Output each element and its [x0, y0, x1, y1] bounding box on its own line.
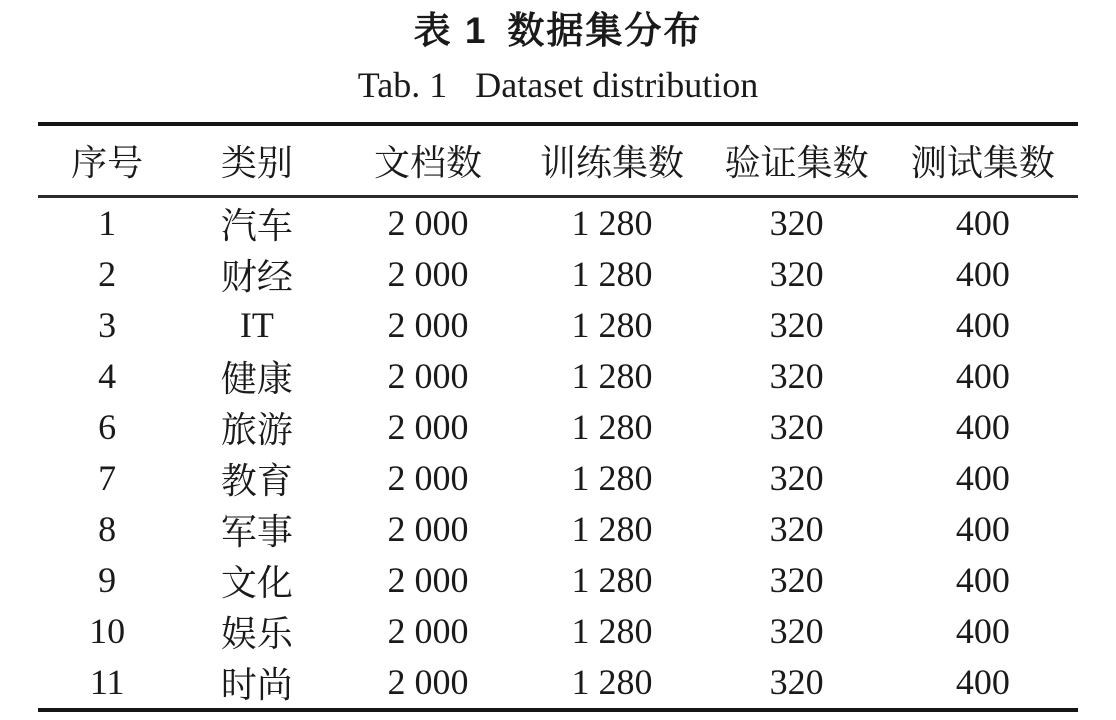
table-caption-cn-title: 数据集分布 [507, 10, 703, 51]
table-cell: 9 [98, 560, 117, 600]
table-caption-cn-label: 表 1 [413, 10, 488, 51]
column-header: 训练集数 [540, 142, 685, 183]
table-cell: 2 000 [387, 509, 469, 549]
column-header: 序号 [71, 142, 144, 183]
table-cell: 文化 [220, 562, 293, 603]
table-cell: 320 [769, 662, 824, 702]
table-cell: 2 000 [387, 203, 469, 243]
table-cell: 1 280 [571, 509, 653, 549]
table-row [38, 555, 1078, 606]
table-cell: 1 280 [571, 203, 653, 243]
table-cell: 400 [955, 254, 1010, 294]
table-cell: 1 280 [571, 254, 653, 294]
table-cell: 财经 [220, 256, 293, 297]
table-cell: 1 280 [571, 662, 653, 702]
table-body [38, 196, 1078, 710]
column-header: 类别 [220, 142, 293, 183]
table-cell: 400 [955, 611, 1010, 651]
table-cell: 320 [769, 407, 824, 447]
table-cell: 1 280 [571, 611, 653, 651]
column-header: 验证集数 [724, 142, 869, 183]
table-cell: 320 [769, 356, 824, 396]
table-row [38, 300, 1078, 351]
table-row [38, 657, 1078, 710]
table-cell: 10 [89, 611, 126, 651]
table-cell: 2 000 [387, 407, 469, 447]
table-cell: 军事 [220, 511, 293, 552]
table-cell: 400 [955, 305, 1010, 345]
dataset-distribution-table [38, 122, 1078, 712]
table-cell: 320 [769, 509, 824, 549]
table-cell: 400 [955, 356, 1010, 396]
table-cell: 2 000 [387, 662, 469, 702]
table-cell: 2 000 [387, 611, 469, 651]
table-row [38, 606, 1078, 657]
table-cell: 汽车 [220, 205, 293, 246]
table-row [38, 351, 1078, 402]
table-cell: 1 280 [571, 305, 653, 345]
table-cell: 400 [955, 458, 1010, 498]
table-cell: 400 [955, 662, 1010, 702]
table-row [38, 402, 1078, 453]
table-cell: 400 [955, 560, 1010, 600]
table-cell: 健康 [220, 358, 293, 399]
table-cell: 1 280 [571, 356, 653, 396]
table-row [38, 196, 1078, 249]
column-header: 测试集数 [910, 142, 1055, 183]
table-cell: 1 280 [571, 560, 653, 600]
table-row [38, 504, 1078, 555]
table-cell: 3 [98, 305, 117, 345]
table-cell: 400 [955, 407, 1010, 447]
table-cell: 320 [769, 203, 824, 243]
table-cell: 8 [98, 509, 117, 549]
table-cell: 320 [769, 560, 824, 600]
table-caption-chinese [0, 8, 1116, 54]
table-cell: 320 [769, 305, 824, 345]
table-cell: 2 000 [387, 305, 469, 345]
table-cell: 11 [89, 662, 125, 702]
table-cell: 2 000 [387, 458, 469, 498]
table-caption-en-title: Dataset distribution [475, 65, 759, 105]
column-header: 文档数 [373, 142, 482, 183]
table-cell: 1 280 [571, 407, 653, 447]
table-cell: 2 [98, 254, 117, 294]
table-row [38, 249, 1078, 300]
table-cell: 教育 [220, 460, 293, 501]
table-caption-en-label: Tab. 1 [357, 65, 448, 105]
table-cell: 400 [955, 203, 1010, 243]
table-cell: IT [239, 305, 274, 345]
table-cell: 2 000 [387, 254, 469, 294]
table-cell: 6 [98, 407, 117, 447]
table-cell: 2 000 [387, 560, 469, 600]
table-cell: 旅游 [220, 409, 293, 450]
table-caption-english [0, 62, 1116, 108]
table-header-row [38, 124, 1078, 196]
table-cell: 320 [769, 254, 824, 294]
table-cell: 2 000 [387, 356, 469, 396]
table-cell: 320 [769, 458, 824, 498]
table-cell: 1 [98, 203, 117, 243]
table-cell: 时尚 [220, 664, 293, 705]
table-cell: 7 [98, 458, 117, 498]
table-cell: 400 [955, 509, 1010, 549]
table-cell: 4 [98, 356, 117, 396]
table-cell: 1 280 [571, 458, 653, 498]
table-cell: 娱乐 [220, 613, 293, 654]
table-cell: 320 [769, 611, 824, 651]
table-row [38, 453, 1078, 504]
